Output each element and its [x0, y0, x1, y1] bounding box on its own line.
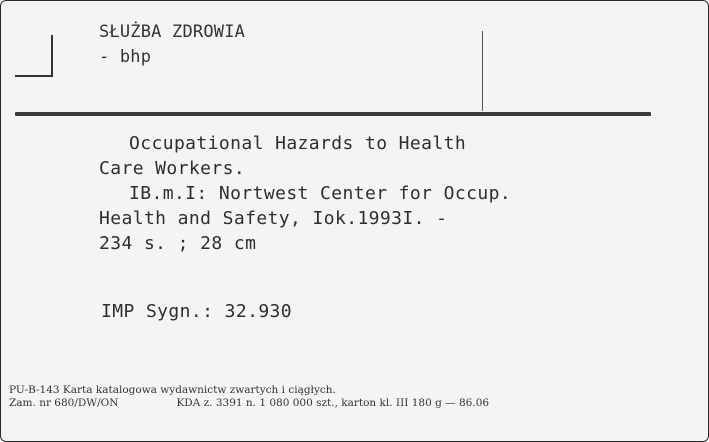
call-number: IMP Sygn.: 32.930	[101, 301, 293, 322]
subject-heading-line1: SŁUŻBA ZDROWIA	[99, 22, 246, 42]
publication-line-1: IB.m.I: Nortwest Center for Occup.	[129, 183, 512, 204]
footer-print-info: KDA z. 3391 n. 1 080 000 szt., karton kl. III 180 g — 86.06	[176, 397, 490, 409]
card-footer	[9, 384, 489, 410]
title-line-1: Occupational Hazards to Health	[129, 133, 467, 154]
bibliographic-entry	[99, 131, 511, 256]
footer-line-1: PU-B-143 Karta katalogowa wydawnictw zwartych i ciągłych.	[9, 384, 336, 396]
physical-description: 234 s. ; 28 cm	[99, 233, 257, 254]
corner-mark-vertical	[51, 35, 53, 77]
title-line-2: Care Workers.	[99, 158, 246, 179]
publication-line-2: Health and Safety, Iok.1993I. -	[99, 208, 448, 229]
horizontal-rule	[15, 112, 651, 116]
corner-mark-horizontal	[15, 75, 53, 77]
subject-heading	[99, 20, 245, 70]
footer-order-number: Zam. nr 680/DW/ON	[9, 397, 119, 409]
footer-line-2	[9, 397, 489, 410]
vertical-divider	[482, 31, 483, 111]
subject-heading-line2: - bhp	[99, 47, 152, 67]
